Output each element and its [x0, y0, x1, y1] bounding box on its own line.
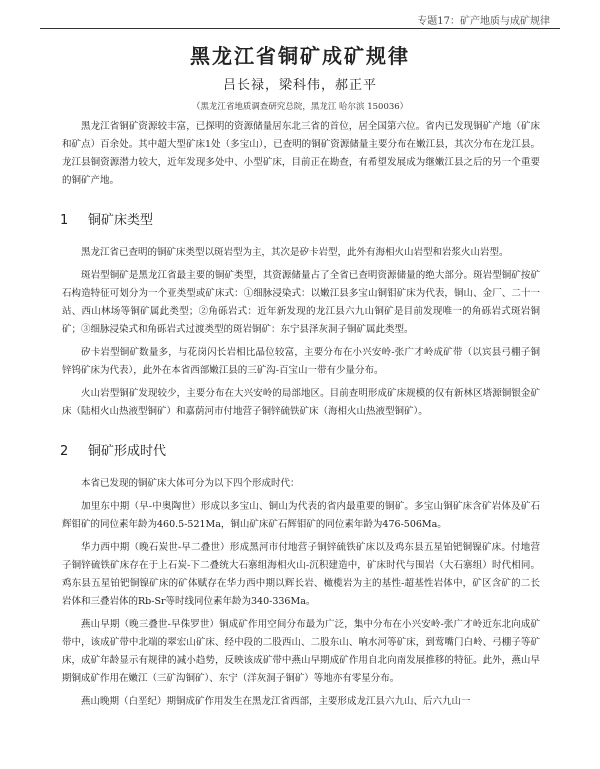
- header-rule: [40, 28, 560, 29]
- paper-authors: 吕长禄，梁科伟，郝正平: [222, 78, 377, 93]
- section-2-paragraph: 燕山晚期（白垩纪）期铜成矿作用发生在黑龙江省西部，主要形成龙江县六九山、后六九山一: [81, 696, 471, 707]
- paper-title: 黑龙江省铜矿成矿规律: [190, 44, 410, 68]
- section-1-number: 1: [60, 213, 69, 228]
- section-2-paragraph: 加里东中期（早-中奥陶世）形成以多宝山、铜山为代表的省内最重要的铜矿。多宝山铜矿床含矿岩体及矿石辉钼矿的同位素年龄为460.5-521Ma，铜山矿床矿石辉钼矿的同位素年龄为476-506Ma。: [62, 501, 540, 530]
- paper-affiliation: （黑龙江省地质调查研究总院，黑龙江 哈尔滨 150036）: [191, 102, 409, 112]
- section-1-heading: [60, 212, 540, 230]
- running-head: 专题17：矿产地质与成矿规律: [417, 16, 550, 27]
- intro-paragraph: 黑龙江省铜矿资源较丰富，已探明的资源储量居东北三省的首位，居全国第六位。省内已发现铜矿产地（矿床和矿点）百余处。其中超大型矿床1处（多宝山），已查明的铜矿资源储量主要分布在嫩江县，其次分布在龙江县。龙江县铜资源潜力较大，近年发现多处中、小型矿床，目前正在勘查，有希望发展成为继嫩江县之后的另一个重要的铜矿产地。: [62, 121, 540, 186]
- section-1-paragraph: 黑龙江省已查明的铜矿床类型以斑岩型为主，其次是矽卡岩型，此外有海相火山岩型和岩浆火山岩型。: [81, 247, 509, 258]
- section-1-paragraph: 矽卡岩型铜矿数量多，与花岗闪长岩相比晶位较富，主要分布在小兴安岭-张广才岭成矿带（以宾县弓棚子铜锌钨矿床为代表），此外在本省西部嫩江县的三矿沟-百宝山一带有少量分布。: [62, 347, 540, 376]
- section-1-title: 铜矿床类型: [88, 213, 154, 228]
- section-2-paragraph: 燕山早期（晚三叠世-早侏罗世）铜成矿作用空间分布最为广泛，集中分布在小兴安岭-张广才岭近东北向成矿带中，该成矿带中北端的翠宏山矿床、经中段的二股西山、二股东山、响水河等矿床，到莺嘴门白岭、弓棚子等矿床，成矿年龄显示有规律的减小趋势，反映该成矿带中燕山早期成矿作用自北向南发展推移的特征。此外，燕山早期铜成矿作用在嫩江（三矿沟铜矿）、东宁（洋灰洞子铜矿）等地亦有零星分布。: [62, 619, 540, 684]
- section-2-heading: [60, 443, 540, 461]
- section-1-paragraph: 斑岩型铜矿是黑龙江省最主要的铜矿类型，其资源储量占了全省已查明资源储量的绝大部分。斑岩型铜矿按矿石构造特征可划分为一个亚类型或矿床式：①细脉浸染式：以嫩江县多宝山铜钼矿床为代表，铜山、金厂、二十一站、西山林场等铜矿属此类型；②角砾岩式：近年新发现的龙江县六九山铜矿是目前发现唯一的角砾岩式斑岩铜矿；③细脉浸染式和角砾岩式过渡类型的斑岩铜矿：东宁县泽灰洞子铜矿属此类型。: [62, 270, 540, 335]
- paper-body: [62, 118, 540, 716]
- section-2-number: 2: [60, 444, 69, 459]
- section-2-title: 铜矿形成时代: [88, 444, 167, 459]
- section-1-paragraph: 火山岩型铜矿发现较少，主要分布在大兴安岭的局部地区。目前查明形成矿床规模的仅有新林区塔源铜银金矿床（陆相火山热液型铜矿）和嘉荫河市付地营子铜锌硫铁矿床（海相火山热液型铜矿）。: [62, 388, 540, 417]
- section-2-paragraph: 本省已发现的铜矿床大体可分为以下四个形成时代：: [81, 478, 300, 489]
- section-2-paragraph: 华力西中期（晚石炭世-早二叠世）形成黑河市付地营子铜锌硫铁矿床以及鸡东县五星铂钯铜镍矿床。付地营子铜锌硫铁矿床存在于上石炭-下二叠统大石寨组海相火山-沉积建造中，矿床时代与围岩（大石寨组）时代相同。鸡东县五星铂钯铜镍矿床的矿体赋存在华力西中期以辉长岩、橄榄岩为主的基性-超基性岩体中，矿区含矿的二长岩体和三叠岩体的Rb-Sr等时线同位素年龄为340-336Ma。: [62, 542, 540, 607]
